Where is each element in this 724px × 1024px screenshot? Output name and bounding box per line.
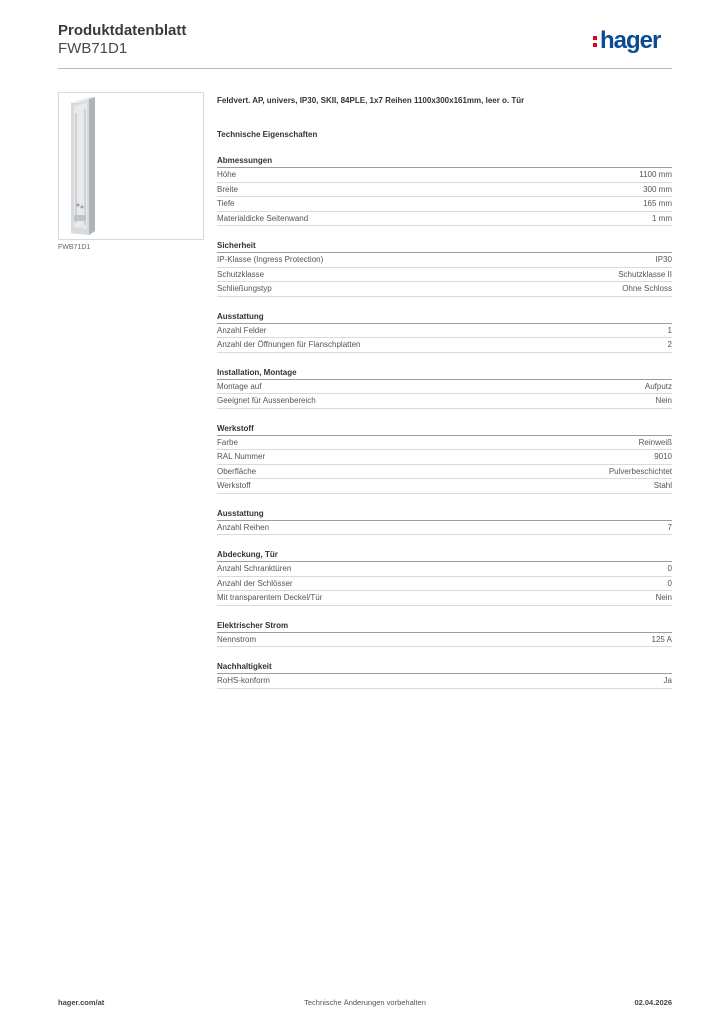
section-title: Abdeckung, Tür bbox=[217, 549, 672, 562]
property-label: Anzahl der Schlösser bbox=[217, 578, 293, 588]
property-section bbox=[217, 423, 672, 494]
property-label: Schutzklasse bbox=[217, 269, 265, 279]
property-value: Stahl bbox=[653, 481, 672, 490]
property-value: 1100 mm bbox=[639, 170, 672, 179]
property-row bbox=[217, 338, 672, 353]
property-label: Tiefe bbox=[217, 199, 235, 208]
property-row bbox=[217, 197, 672, 212]
section-title: Werkstoff bbox=[217, 423, 672, 436]
section-title: Nachhaltigkeit bbox=[217, 661, 672, 674]
property-row bbox=[217, 268, 672, 283]
property-value: Ja bbox=[663, 676, 672, 685]
property-label: Oberfläche bbox=[217, 466, 257, 476]
property-label: Anzahl der Öffnungen für Flanschplatten bbox=[217, 340, 361, 349]
property-value: 2 bbox=[667, 340, 672, 349]
property-label: Anzahl Reihen bbox=[217, 522, 270, 532]
property-row bbox=[217, 562, 672, 577]
property-row bbox=[217, 633, 672, 648]
property-value: Nein bbox=[655, 593, 672, 602]
property-value: Reinweiß bbox=[638, 437, 672, 447]
product-code: FWB71D1 bbox=[58, 40, 128, 57]
property-label: IP-Klasse (Ingress Protection) bbox=[217, 255, 324, 264]
property-sections bbox=[217, 155, 672, 689]
property-row bbox=[217, 168, 672, 183]
section-title: Ausstattung bbox=[217, 311, 672, 324]
property-label: Farbe bbox=[217, 437, 238, 447]
property-value: 125 A bbox=[651, 634, 672, 644]
property-label: Montage auf bbox=[217, 381, 262, 391]
property-label: Anzahl Schranktüren bbox=[217, 564, 292, 573]
hager-logo bbox=[593, 27, 660, 55]
property-section bbox=[217, 620, 672, 648]
property-row bbox=[217, 465, 672, 480]
property-label: Werkstoff bbox=[217, 481, 251, 490]
property-row bbox=[217, 380, 672, 395]
property-value: 165 mm bbox=[643, 199, 672, 208]
property-label: Schließungstyp bbox=[217, 284, 272, 293]
property-row bbox=[217, 253, 672, 268]
property-row bbox=[217, 674, 672, 689]
property-value: Aufputz bbox=[644, 381, 672, 391]
property-section bbox=[217, 508, 672, 536]
section-title: Abmessungen bbox=[217, 155, 672, 168]
product-image bbox=[58, 92, 204, 240]
property-row bbox=[217, 479, 672, 494]
logo-text: hager bbox=[600, 27, 661, 54]
property-section bbox=[217, 661, 672, 689]
footer-date: 02.04.2026 bbox=[634, 998, 672, 1007]
property-row bbox=[217, 591, 672, 606]
property-row bbox=[217, 212, 672, 227]
property-value: 9010 bbox=[654, 452, 672, 461]
property-label: Breite bbox=[217, 184, 238, 194]
property-label: Anzahl Felder bbox=[217, 325, 267, 335]
logo-dots-icon bbox=[593, 33, 599, 50]
property-value: Nein bbox=[655, 396, 672, 405]
property-row bbox=[217, 436, 672, 451]
page-header bbox=[58, 22, 186, 58]
property-section bbox=[217, 155, 672, 226]
property-value: Ohne Schloss bbox=[622, 284, 672, 293]
property-value: 0 bbox=[667, 564, 672, 573]
product-details bbox=[217, 95, 672, 689]
property-label: Materialdicke Seitenwand bbox=[217, 213, 309, 223]
property-section bbox=[217, 367, 672, 409]
property-row bbox=[217, 577, 672, 592]
property-section bbox=[217, 240, 672, 297]
property-row bbox=[217, 324, 672, 339]
cabinet-illustration-icon bbox=[59, 93, 203, 239]
property-label: Höhe bbox=[217, 170, 237, 179]
header-divider bbox=[58, 68, 672, 69]
property-row bbox=[217, 450, 672, 465]
property-label: RAL Nummer bbox=[217, 452, 266, 461]
property-value: Pulverbeschichtet bbox=[608, 466, 672, 476]
property-label: Nennstrom bbox=[217, 634, 257, 644]
property-value: 1 bbox=[667, 325, 672, 335]
technical-properties-heading: Technische Eigenschaften bbox=[217, 130, 318, 139]
property-section bbox=[217, 549, 672, 606]
property-value: 0 bbox=[667, 578, 672, 588]
page-title: Produktdatenblatt bbox=[58, 22, 187, 39]
property-label: Mit transparentem Deckel/Tür bbox=[217, 593, 323, 602]
property-section bbox=[217, 311, 672, 353]
property-label: RoHS-konform bbox=[217, 676, 270, 685]
property-row bbox=[217, 394, 672, 409]
property-row bbox=[217, 183, 672, 198]
property-row bbox=[217, 282, 672, 297]
property-value: Schutzklasse II bbox=[618, 269, 672, 279]
product-description: Feldvert. AP, univers, IP30, SKII, 84PLE, 1x7 Reihen 1100x300x161mm, leer o. Tür bbox=[217, 96, 525, 105]
section-title: Elektrischer Strom bbox=[217, 620, 672, 633]
section-title: Ausstattung bbox=[217, 508, 672, 521]
property-row bbox=[217, 521, 672, 536]
footer-disclaimer: Technische Änderungen vorbehalten bbox=[304, 998, 426, 1007]
property-value: 7 bbox=[667, 522, 672, 532]
property-value: 1 mm bbox=[652, 213, 672, 223]
section-title: Sicherheit bbox=[217, 240, 672, 253]
product-image-caption: FWB71D1 bbox=[58, 244, 91, 251]
section-title: Installation, Montage bbox=[217, 367, 672, 380]
property-label: Geeignet für Aussenbereich bbox=[217, 396, 316, 405]
property-value: 300 mm bbox=[643, 184, 672, 194]
footer-website-link[interactable]: hager.com/at bbox=[58, 998, 105, 1007]
property-value: IP30 bbox=[655, 255, 672, 264]
